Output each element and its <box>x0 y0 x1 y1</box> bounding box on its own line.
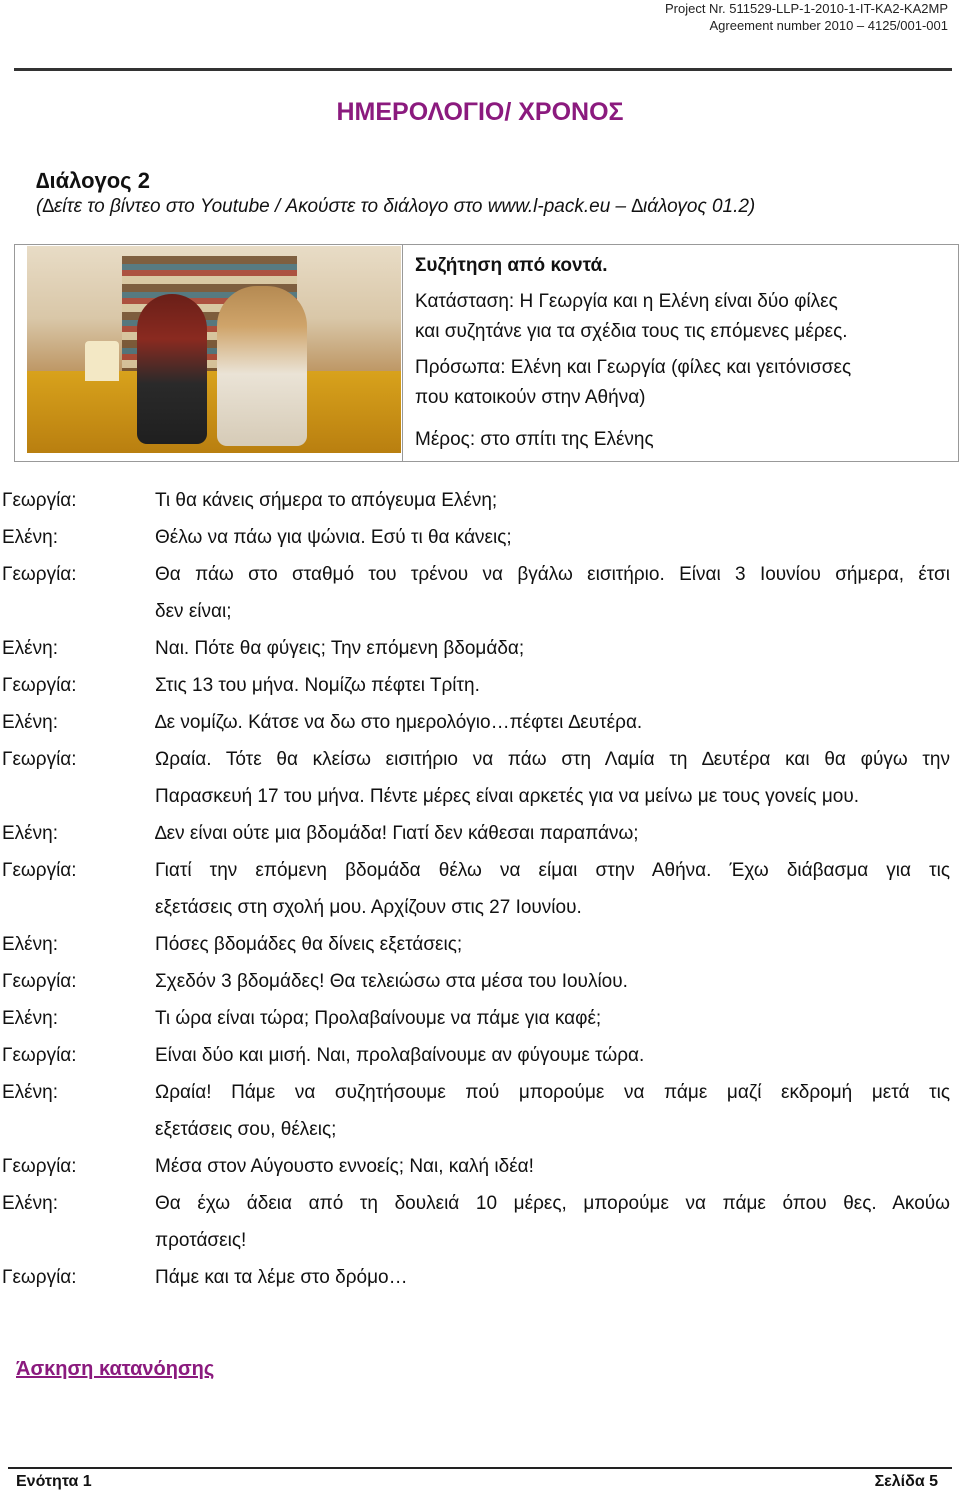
dialogue-text <box>155 630 950 667</box>
speaker-label: Ελένη: <box>2 712 58 733</box>
dialogue-line <box>0 1148 960 1185</box>
speaker-label: Ελένη: <box>2 1008 58 1029</box>
speaker-label: Γεωργία: <box>2 860 77 881</box>
persons-line-1: Πρόσωπα: Ελένη και Γεωργία (φίλες και γειτόνισσες <box>415 357 852 378</box>
speaker-label: Γεωργία: <box>2 564 77 585</box>
speaker-label: Γεωργία: <box>2 675 77 696</box>
dialogue-text <box>155 519 950 556</box>
persons-line-2: που κατοικούν στην Αθήνα) <box>415 387 646 408</box>
situation-line-1: Κατάσταση: Η Γεωργία και η Ελένη είναι δύο φίλες <box>415 291 838 312</box>
speaker-label: Ελένη: <box>2 1193 58 1214</box>
dialogue-line <box>0 1259 960 1296</box>
dialogue-line <box>0 1037 960 1074</box>
dialogue-text-line: δεν είναι; <box>155 601 232 622</box>
dialogue-line <box>0 630 960 667</box>
dialogue-text-line: Τι θα κάνεις σήμερα το απόγευμα Ελένη; <box>155 490 498 511</box>
photo-cell <box>15 245 403 461</box>
intro-heading: Συζήτηση από κοντά. <box>415 255 608 276</box>
dialogue-text <box>155 815 950 852</box>
exercise-heading: Άσκηση κατανόησης <box>16 1358 215 1380</box>
dialogue-text-line: Πόσες βδομάδες θα δίνεις εξετάσεις; <box>155 934 463 955</box>
speaker-label: Γεωργία: <box>2 971 77 992</box>
dialogue-text-line: Θα έχω άδεια από τη δουλειά 10 μέρες, μπορούμε να πάμε όπου θες. Ακούω <box>155 1193 950 1214</box>
dialogue-line <box>0 667 960 704</box>
dialogue-text <box>155 1037 950 1074</box>
dialogue-text-line: Θέλω να πάω για ψώνια. Εσύ τι θα κάνεις; <box>155 527 512 548</box>
dialogue-text-line: Ωραία. Τότε θα κλείσω εισιτήριο να πάω στη Λαμία τη ∆ευτέρα και θα φύγω την <box>155 749 950 770</box>
dialogue-line <box>0 815 960 852</box>
dialogue-text <box>155 667 950 704</box>
dialogue-line <box>0 1185 960 1259</box>
footer-page: Σελίδα 5 <box>874 1473 938 1490</box>
agreement-number: Agreement number 2010 – 4125/001-001 <box>709 18 948 33</box>
dialogue <box>0 482 960 1296</box>
speaker-label: Ελένη: <box>2 527 58 548</box>
sofa-graphic <box>27 371 401 453</box>
dialogue-line <box>0 852 960 926</box>
project-header <box>665 0 948 34</box>
dialogue-text <box>155 1185 950 1259</box>
dialogue-text-line: Πάμε και τα λέμε στο δρόμο… <box>155 1267 408 1288</box>
dialogue-line <box>0 926 960 963</box>
header-divider <box>14 68 952 71</box>
dialogue-text <box>155 556 950 630</box>
dialogue-title: ∆ιάλογος 2 <box>36 168 150 193</box>
dialogue-text-line: ∆ε νομίζω. Κάτσε να δω στο ημερολόγιο…πέφτει ∆ευτέρα. <box>155 712 643 733</box>
dialogue-text-line: Παρασκευή 17 του μήνα. Πέντε μέρες είναι αρκετές για να μείνω με τους γονείς μου. <box>155 786 860 807</box>
dialogue-line <box>0 704 960 741</box>
speaker-label: Ελένη: <box>2 1082 58 1103</box>
dialogue-text-line: Στις 13 του μήνα. Νομίζω πέφτει Τρίτη. <box>155 675 480 696</box>
dialogue-line <box>0 556 960 630</box>
dialogue-text-line: Μέσα στον Αύγουστο εννοείς; Ναι, καλή ιδέα! <box>155 1156 534 1177</box>
place-line: Μέρος: στο σπίτι της Ελένης <box>415 429 654 450</box>
speaker-label: Ελένη: <box>2 638 58 659</box>
dialogue-subtitle: (∆είτε το βίντεο στο Youtube / Ακούστε το διάλογο στο www.l-pack.eu – ∆ιάλογος 01.2) <box>36 196 756 217</box>
dialogue-line <box>0 1074 960 1148</box>
dialogue-text-line: Ωραία! Πάμε να συζητήσουμε πού μπορούμε να πάμε μαζί εκδρομή μετά τις <box>155 1082 950 1103</box>
dialogue-text-line: Σχεδόν 3 βδομάδες! Θα τελειώσω στα μέσα του Ιουλίου. <box>155 971 628 992</box>
dialogue-text <box>155 1259 950 1296</box>
dialogue-text <box>155 482 950 519</box>
dialogue-text <box>155 1074 950 1148</box>
person-left-graphic <box>137 294 207 444</box>
dialogue-text <box>155 1148 950 1185</box>
speaker-label: Γεωργία: <box>2 1156 77 1177</box>
dialogue-text-line: ∆εν είναι ούτε μια βδομάδα! Γιατί δεν κάθεσαι παραπάνω; <box>155 823 639 844</box>
dialogue-text-line: Γιατί την επόμενη βδομάδα θέλω να είμαι στην Αθήνα. Έχω διάβασμα για τις <box>155 860 950 881</box>
dialogue-text <box>155 926 950 963</box>
intro-box <box>14 244 959 462</box>
dialogue-text-line: εξετάσεις στη σχολή μου. Αρχίζουν στις 27 Ιουνίου. <box>155 897 582 918</box>
page-title: ΗΜΕΡΟΛΟΓΙΟ/ ΧΡΟΝΟΣ <box>336 98 624 126</box>
footer-unit: Ενότητα 1 <box>16 1473 92 1490</box>
dialogue-line <box>0 519 960 556</box>
speaker-label: Γεωργία: <box>2 749 77 770</box>
dialogue-text-line: Θα πάω στο σταθμό του τρένου να βγάλω εισιτήριο. Είναι 3 Ιουνίου σήμερα, έτσι <box>155 564 950 585</box>
speaker-label: Ελένη: <box>2 823 58 844</box>
two-friends-photo <box>27 246 401 453</box>
dialogue-line <box>0 482 960 519</box>
dialogue-text <box>155 963 950 1000</box>
speaker-label: Γεωργία: <box>2 1045 77 1066</box>
speaker-label: Γεωργία: <box>2 1267 77 1288</box>
dialogue-text <box>155 704 950 741</box>
lamp-graphic <box>85 341 119 381</box>
intro-text <box>403 245 958 461</box>
speaker-label: Ελένη: <box>2 934 58 955</box>
dialogue-text-line: προτάσεις! <box>155 1230 247 1251</box>
dialogue-text <box>155 852 950 926</box>
dialogue-text <box>155 1000 950 1037</box>
person-right-graphic <box>217 286 307 446</box>
speaker-label: Γεωργία: <box>2 490 77 511</box>
dialogue-text-line: Τι ώρα είναι τώρα; Προλαβαίνουμε να πάμε για καφέ; <box>155 1008 602 1029</box>
dialogue-line <box>0 741 960 815</box>
footer-divider <box>8 1467 952 1469</box>
project-number: Project Nr. 511529-LLP-1-2010-1-IT-KA2-KA2MP <box>664 1 948 16</box>
dialogue-text-line: εξετάσεις σου, θέλεις; <box>155 1119 337 1140</box>
dialogue-line <box>0 1000 960 1037</box>
dialogue-text-line: Ναι. Πότε θα φύγεις; Την επόμενη βδομάδα; <box>155 638 525 659</box>
dialogue-text <box>155 741 950 815</box>
dialogue-text-line: Είναι δύο και μισή. Ναι, προλαβαίνουμε αν φύγουμε τώρα. <box>155 1045 645 1066</box>
situation-line-2: και συζητάνε για τα σχέδια τους τις επόμενες μέρες. <box>415 321 848 342</box>
dialogue-line <box>0 963 960 1000</box>
